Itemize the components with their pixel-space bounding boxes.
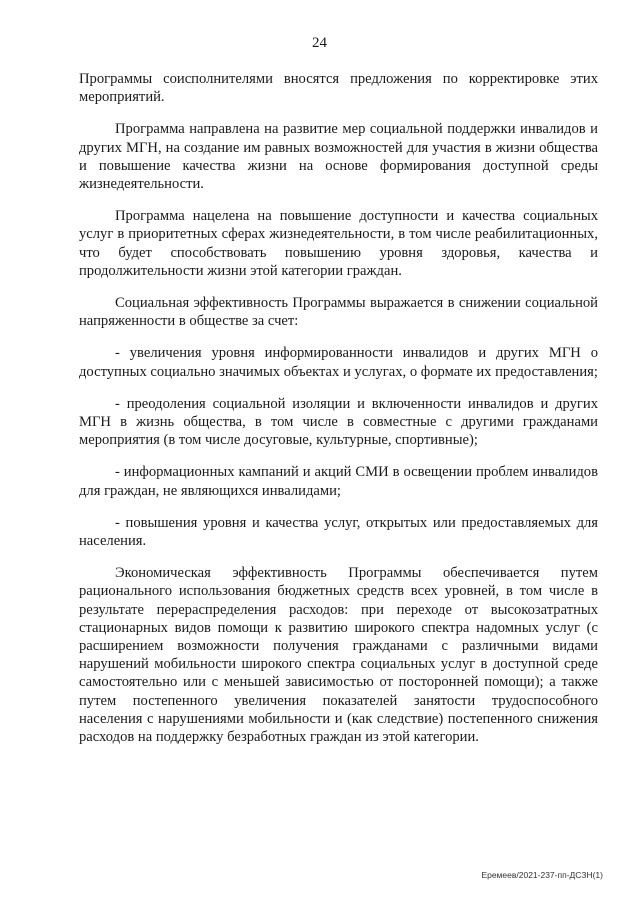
list-item: - повышения уровня и качества услуг, открытых или предоставляемых для населения. [79,514,598,550]
paragraph: Программы соисполнителями вносятся предложения по корректировке этих мероприятий. [79,71,598,106]
document-body [79,70,598,760]
list-item: - преодоления социальной изоляции и включенности инвалидов и других МГН в жизнь общества, в том числе в совместные с другими гражданами мероприятия (в том числе досуговые, культурные, спортивные); [79,395,598,449]
page-number: 24 [312,35,327,51]
paragraph: Программа направлена на развитие мер социальной поддержки инвалидов и других МГН, на создание им равных возможностей для участия в жизни общества и повышение качества жизни на основе формирования доступной среды жизнедеятельности. [79,121,598,193]
list-item: - информационных кампаний и акций СМИ в освещении проблем инвалидов для граждан, не являющихся инвалидами; [79,464,598,499]
footer-document-code: Еремеев/2021-237-пп-ДСЗН(1) [481,870,603,880]
paragraph: Социальная эффективность Программы выражается в снижении социальной напряженности в обществе за счет: [79,295,598,330]
paragraph: Экономическая эффективность Программы обеспечивается путем рационального использования бюджетных средств всех уровней, в том числе в результате перераспределения расходов: при переходе от высокозатратных стационарных видов помощи к развитию широкого спектра надомных услуг (с расширением возможности получения гражданами с различными видами нарушений мобильности широкого спектра социальных услуг в доступной среде самостоятельно или с меньшей зависимостью от посторонней помощи); а также путем постепенного увеличения показателей занятости трудоспособного населения с нарушениями мобильности и (как следствие) постепенного снижения расходов на поддержку безработных граждан из этой категории. [79,565,598,746]
paragraph: Программа нацелена на повышение доступности и качества социальных услуг в приоритетных сферах жизнедеятельности, в том числе реабилитационных, что будет способствовать повышению уровня здоровья, качества и продолжительности жизни этой категории граждан. [79,208,598,279]
list-item: - увеличения уровня информированности инвалидов и других МГН о доступных социально значимых объектах и услугах, о формате их предоставления; [79,345,598,380]
